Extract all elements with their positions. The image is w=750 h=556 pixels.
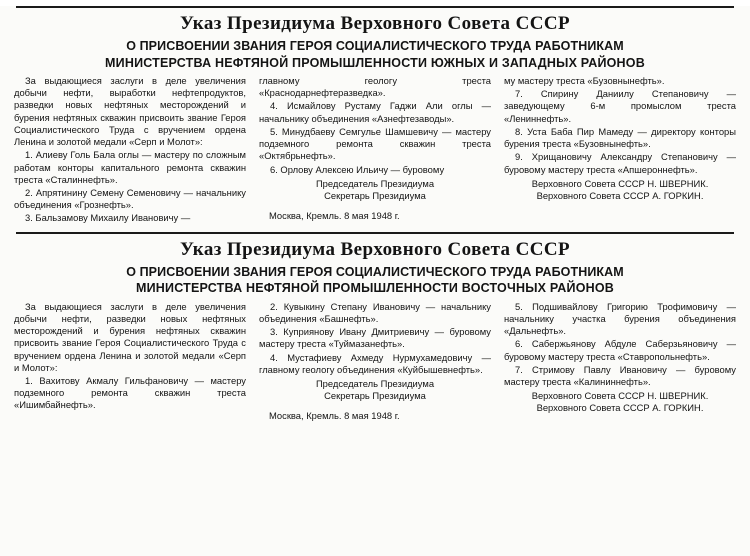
decree-1-subtitle-line1: О ПРИСВОЕНИИ ЗВАНИЯ ГЕРОЯ СОЦИАЛИСТИЧЕСКОГО ТРУДА РАБОТНИКАМ: [126, 39, 624, 53]
decree-1-item: 6. Орлову Алексею Ильичу — буровому: [270, 163, 445, 175]
decree-2-column-1: [14, 301, 246, 413]
decree-2-title: Указ Президиума Верховного Совета СССР: [180, 238, 570, 260]
decree-2-item: 5. Подшивайлову Григорию Трофимовичу — начальнику участка бурения объединения «Дальнефть».: [504, 300, 736, 337]
decree-1-sign-line1: Председатель Президиума: [315, 177, 435, 189]
decree-1-item: 7. Спирину Даниилу Степановичу — заведующему 6-м промыслом треста «Лениннефть».: [504, 88, 736, 124]
decree-2-place-date: Москва, Кремль. 8 мая 1948 г.: [269, 410, 400, 422]
decree-2-sign-line2: Верховного Совета СССР Н. ШВЕРНИК.: [531, 390, 709, 402]
decree-1-item: 3. Бальзамову Михаилу Ивановичу —: [25, 212, 191, 224]
decree-1: [14, 13, 736, 226]
decree-1-column-2: [259, 75, 491, 222]
decree-1-signature-right: [504, 178, 736, 202]
decree-1-item: 4. Исмайлову Рустаму Гаджи Али оглы — начальнику объединения «Азнефтезаводы».: [259, 100, 491, 124]
decree-2-intro: За выдающиеся заслуги в деле увеличения добычи нефти, разведки новых нефтяных месторождений и бурения нефтяных скважин присвоить звание Героя Социалистического Труда с вручением ордена Ленина и золотой медали «Серп и Молот»:: [14, 300, 246, 373]
decree-1-column-3: [504, 75, 736, 202]
top-rule: [16, 6, 734, 8]
decree-2: [14, 239, 736, 423]
middle-rule: [16, 232, 734, 234]
decree-1-subtitle: [20, 38, 730, 71]
decree-1-item: му мастеру треста «Бузовнынефть».: [504, 75, 665, 86]
decree-1-item: 9. Хрищановичу Александру Степановичу — буровому мастеру треста «Апшероннефть».: [504, 151, 736, 175]
decree-2-item: 6. Сабержьянову Абдуле Саберзьяновичу — буровому мастеру треста «Ставропольнефть».: [504, 338, 736, 362]
decree-2-item: 2. Кувыкину Степану Ивановичу — начальнику объединения «Башнефть».: [259, 300, 491, 324]
decree-1-intro: За выдающиеся заслуги в деле увеличения добычи нефти, выработки нефтепродуктов, разведки новых нефтяных месторождений и бурения нефтяных скважин присвоить звание Героя Социалистического Труда с вручением ордена Ленина и золотой медали «Серп и Молот»:: [14, 75, 246, 148]
decree-2-column-3: [504, 301, 736, 415]
decree-2-columns: [14, 301, 736, 423]
decree-2-sign-line4: Верховного Совета СССР А. ГОРКИН.: [536, 402, 704, 414]
decree-2-sign-line1: Председатель Президиума: [315, 377, 435, 389]
decree-1-title: Указ Президиума Верховного Совета СССР: [180, 13, 570, 34]
decree-2-subtitle-line2: МИНИСТЕРСТВА НЕФТЯНОЙ ПРОМЫШЛЕННОСТИ ВОСТОЧНЫХ РАЙОНОВ: [136, 281, 614, 296]
decree-2-item: 3. Куприянову Ивану Дмитриевичу — буровому мастеру треста «Туймазанефть».: [259, 326, 491, 350]
decree-2-item: 4. Мустафиеву Ахмеду Нурмухамедовичу — главному геологу объединения «Куйбышевнефть».: [259, 351, 491, 375]
decree-1-item: главному геологу треста «Краснодарнефтеразведка».: [259, 75, 491, 99]
decree-1-sign-line4: Верховного Совета СССР А. ГОРКИН.: [536, 189, 704, 201]
decree-2-sign-line3: Секретарь Президиума: [324, 390, 426, 402]
decree-1-signature-left: [259, 178, 491, 202]
document-page: [0, 6, 750, 556]
decree-1-sign-line2: Верховного Совета СССР Н. ШВЕРНИК.: [531, 177, 709, 189]
decree-2-signature-right: [504, 390, 736, 414]
decree-2-subtitle: [20, 264, 730, 297]
decree-1-place-date: Москва, Кремль. 8 мая 1948 г.: [269, 210, 400, 222]
decree-1-item: 1. Алиеву Голь Бала оглы — мастеру по сложным работам конторы капитального ремонта скважин треста «Сталиннефть».: [14, 149, 246, 185]
decree-1-columns: [14, 75, 736, 226]
decree-2-signature-left: [259, 378, 491, 402]
decree-1-item: 5. Минудбаеву Семгулье Шамшевичу — мастеру подземного ремонта скважин треста «Октябрьнефть».: [259, 125, 491, 162]
decree-1-sign-line3: Секретарь Президиума: [324, 189, 426, 201]
decree-2-item: 7. Стримову Павлу Ивановичу — буровому мастеру треста «Калининнефть».: [504, 363, 736, 387]
decree-1-subtitle-line2: МИНИСТЕРСТВА НЕФТЯНОЙ ПРОМЫШЛЕННОСТИ ЮЖНЫХ И ЗАПАДНЫХ РАЙОНОВ: [105, 55, 645, 70]
decree-2-item: 1. Вахитову Акмалу Гильфановичу — мастеру подземного ремонта скважин треста «Ишимбайнефть».: [14, 374, 246, 411]
decree-2-subtitle-line1: О ПРИСВОЕНИИ ЗВАНИЯ ГЕРОЯ СОЦИАЛИСТИЧЕСКОГО ТРУДА РАБОТНИКАМ: [126, 264, 624, 279]
decree-1-column-1: [14, 75, 246, 226]
decree-1-item: 8. Уста Баба Пир Мамеду — директору конторы бурения треста «Бузовнынефть».: [504, 125, 736, 150]
decree-2-column-2: [259, 301, 491, 423]
decree-1-item: 2. Апрятинину Семену Семеновичу — начальнику объединения «Грознефть».: [14, 186, 246, 211]
